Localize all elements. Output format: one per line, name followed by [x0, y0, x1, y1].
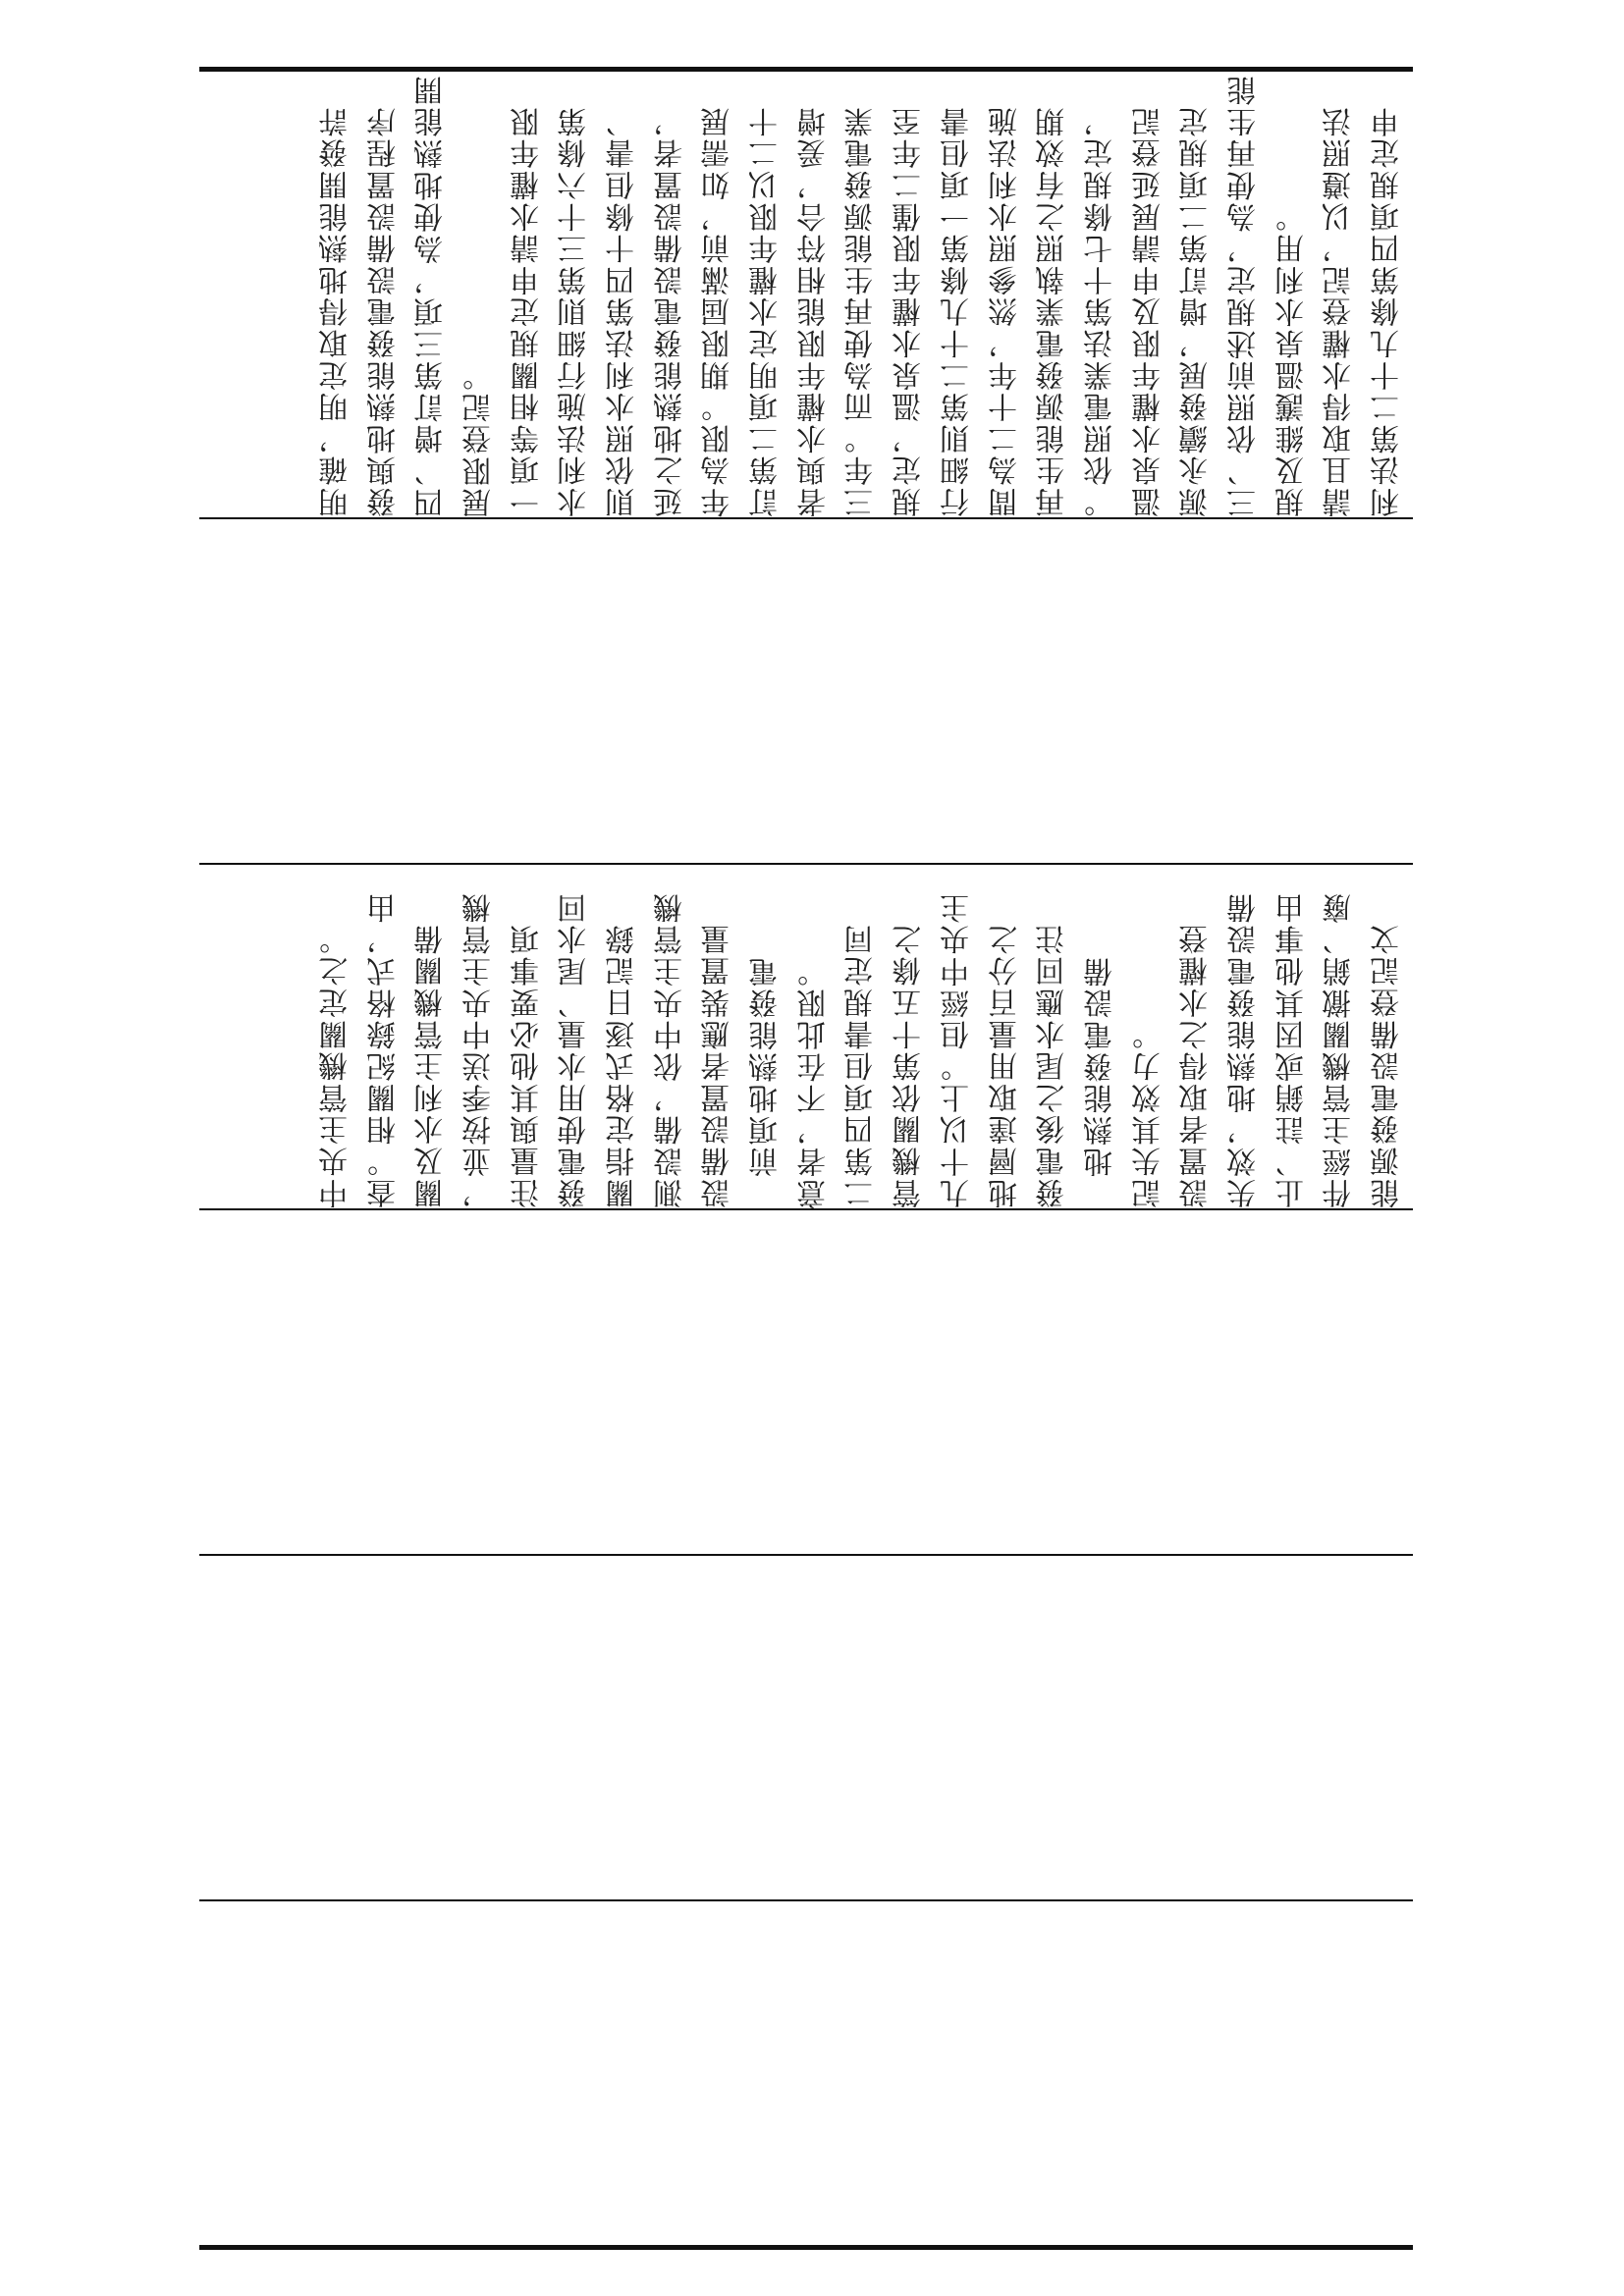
- text-column: [1317, 72, 1363, 517]
- text-line: 設置者取得之水權登: [1179, 923, 1215, 1208]
- text-line: 。依照電業法第十七條規定，: [1083, 105, 1118, 517]
- text-column: [1173, 72, 1219, 517]
- text-line: 則依照水利法第四十條但書、: [606, 105, 640, 517]
- text-column: [1270, 72, 1316, 517]
- text-column: [408, 72, 455, 517]
- text-column: [313, 72, 359, 517]
- text-column: [552, 72, 598, 517]
- text-column: [935, 865, 981, 1208]
- text-column: [695, 865, 741, 1208]
- text-line: 設備設置者應裝置量: [701, 923, 736, 1208]
- text-column: [935, 72, 981, 517]
- text-column: [695, 72, 741, 517]
- text-line: 三、依照前述規定，為使再生能: [1226, 73, 1262, 517]
- text-line: 意者，不在此限。: [796, 954, 832, 1208]
- text-column: [887, 865, 933, 1208]
- text-line: 三年。而為使再生能源發電業: [844, 105, 880, 517]
- text-line: 記失其效力。: [1131, 1018, 1166, 1208]
- text-line: 行細則第二十九條第一項但書: [940, 105, 975, 517]
- text-line: 年為限。期限屆滿前，如需展: [701, 105, 736, 517]
- text-column: [552, 865, 598, 1208]
- text-line: 者與水權年限能相符合，爰增: [796, 105, 832, 517]
- text-line: 間為二十年，然參照水利法施: [988, 105, 1023, 517]
- table-row-5: [201, 1556, 1411, 1899]
- text-column: [1221, 72, 1268, 517]
- text-column: [1030, 865, 1076, 1208]
- text-line: 再生能源發電業執照之有效期: [1036, 105, 1071, 517]
- text-column: [408, 865, 455, 1208]
- text-line: 查。相關紀錄格式，由: [366, 891, 402, 1208]
- text-line: 規及維護溫泉水利用。: [1274, 200, 1310, 517]
- text-line: 關及水利主管機關備: [414, 923, 450, 1208]
- text-column: [1317, 865, 1363, 1208]
- text-line: 訂第二項明定水權年限以二十: [749, 105, 785, 517]
- text-line: 延之地熱能發電設備設置者，: [653, 105, 688, 517]
- text-column: [648, 865, 694, 1208]
- text-line: 展限登記。: [461, 358, 497, 517]
- text-column: [648, 72, 694, 517]
- text-column: [457, 72, 503, 517]
- text-column: [791, 72, 838, 517]
- text-line: 前項地熱能發電: [749, 954, 785, 1208]
- text-line: 管機關依第十五條之: [893, 923, 928, 1208]
- text-line: 地層達取用量百分之: [988, 923, 1023, 1208]
- text-column: [839, 865, 885, 1208]
- text-line: 件經主管機關撤銷、廢: [1323, 891, 1358, 1208]
- text-line: 溫泉水權年限及申請展延登記: [1131, 105, 1166, 517]
- text-column: [1030, 72, 1076, 517]
- text-column: [313, 865, 359, 1208]
- text-column: [361, 72, 407, 517]
- text-line: 失效，地熱能發電設備: [1226, 891, 1262, 1208]
- text-column: [1270, 865, 1316, 1208]
- text-column: [1221, 865, 1268, 1208]
- table-row-4: [201, 1210, 1411, 1554]
- text-column: [361, 865, 407, 1208]
- text-line: 請且取得水權登記，以遵照法: [1323, 105, 1358, 517]
- text-column: [839, 72, 885, 517]
- text-column: [1126, 865, 1172, 1208]
- text-column: [1078, 72, 1124, 517]
- text-column: [1365, 865, 1411, 1208]
- text-line: 二第四項但書規定同: [844, 923, 880, 1208]
- text-line: 止、註銷或因其他事由: [1274, 891, 1310, 1208]
- text-line: 規定，溫泉水權年限僅二年至: [893, 105, 928, 517]
- text-column: [983, 865, 1029, 1208]
- text-line: ，並按季送中央主管機: [461, 891, 497, 1208]
- text-column: [600, 865, 646, 1208]
- text-column: [505, 865, 551, 1208]
- text-column: [887, 72, 933, 517]
- text-line: 中央主管機關定之。: [318, 923, 353, 1208]
- text-line: 關指定格式逐日記錄: [606, 923, 640, 1208]
- text-column: [743, 72, 789, 517]
- text-line: 發電使用水量、尾水回: [558, 891, 593, 1208]
- text-line: 九十以上。但經中央主: [940, 891, 975, 1208]
- row-2-empty: [233, 519, 1411, 863]
- text-column: [600, 72, 646, 517]
- table-row-3: [201, 865, 1411, 1208]
- text-column: [791, 865, 838, 1208]
- text-line: 水利法施行細則第三十六條第: [558, 105, 593, 517]
- text-column: [1173, 865, 1219, 1208]
- text-line: 測設備，依中央主管機: [653, 891, 688, 1208]
- text-column: [983, 72, 1029, 517]
- table-row-6: [201, 1901, 1411, 2245]
- text-line: 一項等相關規定申請水權年限: [510, 105, 545, 517]
- text-column: [457, 865, 503, 1208]
- text-line: 地熱能發電設備: [1083, 954, 1118, 1208]
- table-row-2: [201, 519, 1411, 863]
- text-column: [1126, 72, 1172, 517]
- text-line: 利法第二十九條第四項規定申: [1371, 105, 1405, 517]
- text-line: 能源發電設備登記文: [1371, 923, 1405, 1208]
- text-line: 發電後之尾水應回注: [1036, 923, 1071, 1208]
- text-column: [743, 865, 789, 1208]
- text-line: 注量與其他必要事項: [510, 923, 545, 1208]
- row-1-text-columns: [233, 72, 1411, 517]
- row-2-text-columns: [233, 865, 1411, 1208]
- text-line: 四、增訂第三項，為使地熱能開: [414, 73, 450, 517]
- text-column: [505, 72, 551, 517]
- text-line: 源永續發展，增訂第二項規定: [1179, 105, 1215, 517]
- table-row-1: [201, 72, 1411, 517]
- bottom-border-rule: [199, 2245, 1413, 2250]
- text-line: 明確，明定取得地熱能開發許: [318, 105, 353, 517]
- text-line: 發與地熱能發電設備設置程序: [366, 105, 402, 517]
- text-column: [1365, 72, 1411, 517]
- text-column: [1078, 865, 1124, 1208]
